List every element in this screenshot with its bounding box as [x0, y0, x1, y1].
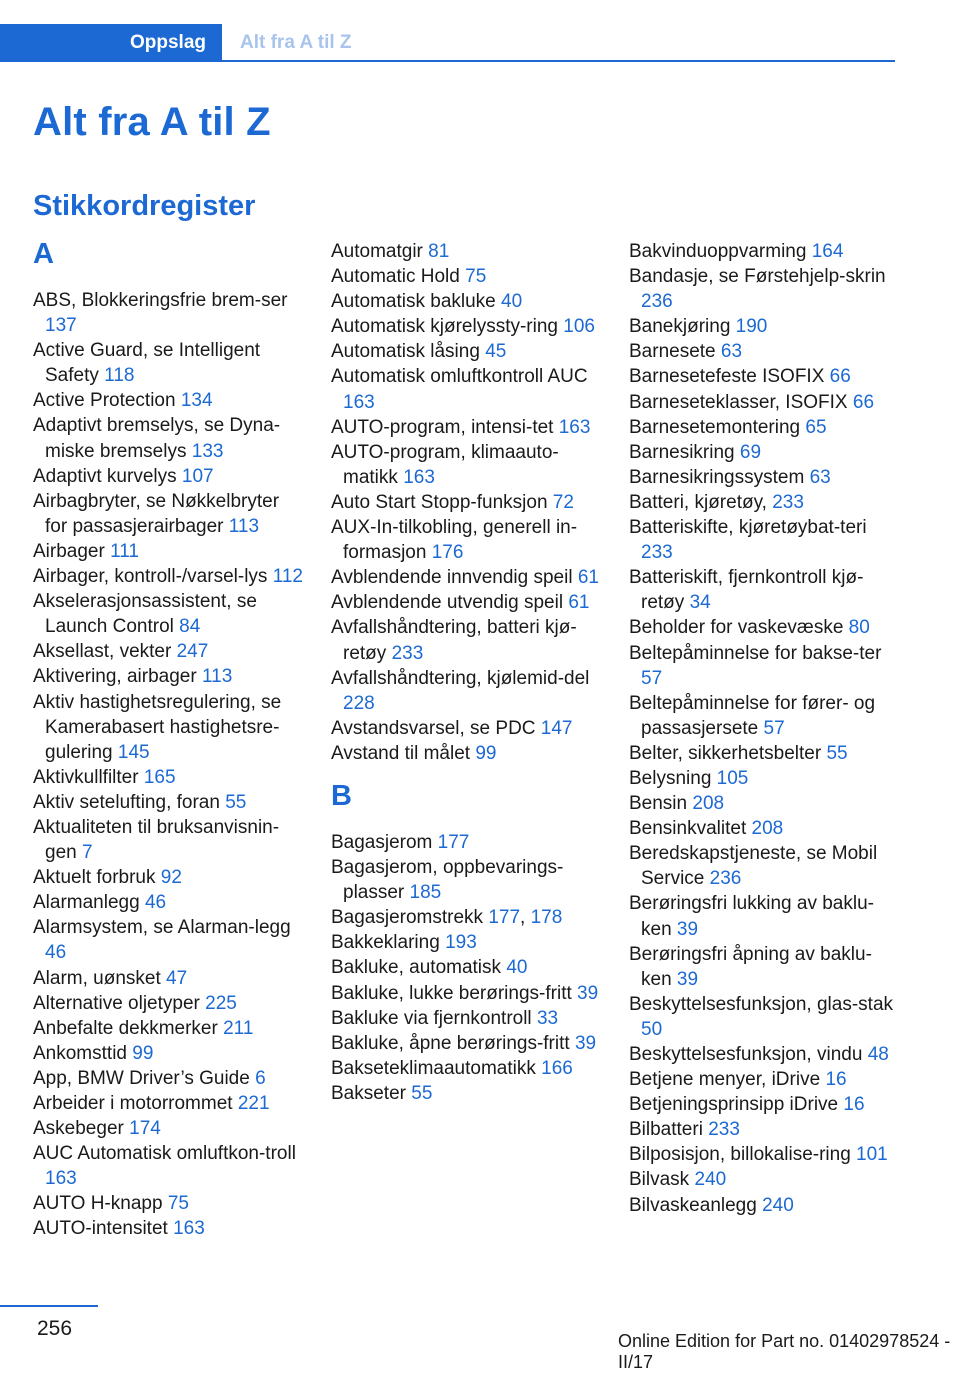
- page-link[interactable]: 39: [676, 968, 699, 990]
- index-entry: [331, 289, 601, 314]
- index-entry-term: Alarmanlegg: [33, 892, 140, 914]
- page-link[interactable]: 84: [179, 616, 201, 638]
- index-entry-term: Betjene menyer, iDrive: [629, 1069, 821, 1091]
- index-entry-term: Bagasjerom, oppbevarings-plasser: [331, 857, 564, 904]
- page-link[interactable]: 163: [558, 416, 591, 438]
- index-entry: [629, 766, 899, 791]
- page-link[interactable]: 40: [501, 291, 523, 313]
- page-link[interactable]: 233: [641, 542, 673, 564]
- index-entry: [331, 855, 601, 905]
- index-column-2: [331, 239, 601, 1106]
- index-entry-term: Barnesikringssystem: [629, 466, 805, 488]
- page-link[interactable]: 63: [809, 466, 831, 488]
- index-entry: [331, 364, 601, 414]
- page-link[interactable]: 61: [577, 567, 599, 589]
- index-entry-term: AUTO-program, intensi-tet: [331, 416, 554, 438]
- index-entry-term: Bakluke via fjernkontroll: [331, 1007, 532, 1029]
- index-entry-term: Aktiv setelufting, foran: [33, 791, 220, 813]
- index-entry-term: Automatic Hold: [331, 266, 460, 288]
- index-entry: [331, 930, 601, 955]
- page-link[interactable]: 228: [343, 692, 375, 714]
- index-entry-term: Bilbatteri: [629, 1119, 703, 1141]
- tab-alt-fra-a-til-z[interactable]: Alt fra A til Z: [240, 32, 352, 53]
- page-link[interactable]: 46: [144, 892, 167, 914]
- page-link[interactable]: 111: [110, 540, 139, 562]
- index-entry-term: Avfallshåndtering, batteri kjø-retøy: [331, 617, 577, 664]
- index-entry: [331, 1081, 601, 1106]
- page-link[interactable]: 233: [708, 1119, 740, 1141]
- index-entry: [33, 388, 303, 413]
- index-entry-term: Beltepåminnelse for bakse-ter: [629, 642, 882, 664]
- header-divider: [0, 60, 895, 62]
- index-entry: [33, 338, 303, 388]
- index-entry-term: AUTO-intensitet: [33, 1218, 168, 1240]
- page-link[interactable]: 81: [428, 241, 450, 262]
- index-entry-term: AUTO H-knapp: [33, 1193, 163, 1215]
- footer-divider: [0, 1305, 98, 1307]
- index-entry: [629, 641, 899, 691]
- page-link[interactable]: 39: [676, 918, 699, 940]
- index-entry: [33, 815, 303, 865]
- index-entry-term: Bakkeklaring: [331, 932, 440, 954]
- page-link[interactable]: 33: [536, 1007, 559, 1029]
- index-entry-term: Bensinkvalitet: [629, 818, 747, 840]
- page-link[interactable]: 61: [568, 592, 590, 614]
- index-entry-term: Aktualiteten til bruksanvisnin-gen: [33, 816, 280, 864]
- index-entry: [33, 288, 303, 338]
- index-entry: [33, 1116, 303, 1141]
- page-link[interactable]: 46: [45, 942, 67, 964]
- index-entry: [629, 390, 899, 415]
- index-entry: [33, 1016, 303, 1041]
- index-entry: [629, 691, 899, 741]
- index-entry-term: Adaptivt kurvelys: [33, 465, 177, 487]
- page-link[interactable]: 47: [166, 967, 188, 989]
- index-entry: [331, 981, 601, 1006]
- index-entry-term: Betjeningsprinsipp iDrive: [629, 1094, 839, 1116]
- index-entry: [33, 1216, 303, 1241]
- index-entry: [629, 1142, 899, 1167]
- page-title: Alt fra A til Z: [33, 100, 271, 144]
- page-link[interactable]: 178: [530, 907, 563, 929]
- index-entry-term: Barnesetemontering: [629, 416, 801, 438]
- index-entry-term: Ankomsttid: [33, 1042, 127, 1064]
- index-column-1: [33, 239, 303, 1242]
- page-link[interactable]: 221: [237, 1093, 270, 1114]
- page-link[interactable]: 193: [445, 932, 477, 954]
- index-entry-term: Beskyttelsesfunksjon, vindu: [629, 1044, 863, 1065]
- index-entry-term: Bagasjerom: [331, 831, 433, 853]
- index-entry-term: Bakvinduoppvarming: [629, 241, 807, 262]
- index-entry-term: Batteri, kjøretøy,: [629, 491, 767, 513]
- page-link[interactable]: 174: [129, 1118, 161, 1140]
- page-link[interactable]: 69: [739, 441, 762, 463]
- index-entry: [629, 1042, 899, 1067]
- index-entry: [331, 741, 601, 766]
- index-entry-term: Bandasje, se Førstehjelp-skrin: [629, 266, 886, 288]
- index-entry: [331, 565, 601, 590]
- index-entry: [629, 339, 899, 364]
- index-entry: [331, 264, 601, 289]
- index-entry: [331, 515, 601, 565]
- index-entry-term: App, BMW Driver’s Guide: [33, 1067, 250, 1089]
- index-entry: [331, 1006, 601, 1031]
- index-entry: [33, 865, 303, 890]
- index-entry-term: Akselerasjonsassistent, se Launch Control: [33, 591, 257, 638]
- page-link[interactable]: 133: [191, 440, 224, 462]
- index-entry-term: Aktiv hastighetsregulering, se Kamerabasert hastighetsre-gulering: [33, 691, 282, 763]
- index-entry-term: Active Protection: [33, 390, 176, 412]
- page-link[interactable]: 163: [343, 391, 375, 413]
- page-number: 256: [37, 1317, 73, 1340]
- page-link[interactable]: 6: [255, 1067, 266, 1089]
- index-entry-term: Bakluke, lukke berørings-fritt: [331, 982, 572, 1004]
- index-entry-term: Bakseteklimaautomatikk: [331, 1057, 536, 1079]
- index-entry-term: Barnesetefeste ISOFIX: [629, 366, 825, 388]
- tab-oppslag[interactable]: Oppslag: [0, 24, 222, 61]
- index-entry: [331, 1031, 601, 1056]
- page-link[interactable]: 63: [720, 341, 743, 363]
- index-entry: [629, 565, 899, 615]
- index-entry-term: Automatisk omluftkontroll AUC: [331, 366, 588, 388]
- page-link[interactable]: 101: [856, 1144, 888, 1166]
- page-link[interactable]: 177: [437, 831, 470, 853]
- index-entry-term: Automatgir: [331, 241, 423, 262]
- index-entry: [33, 564, 303, 589]
- index-entry-term: Alarm, uønsket: [33, 967, 161, 989]
- page-link[interactable]: 7: [81, 842, 93, 864]
- page-link[interactable]: 163: [173, 1218, 205, 1240]
- index-entry: [629, 440, 899, 465]
- page-link[interactable]: 233: [391, 642, 424, 664]
- index-entry-term: Avblendende utvendig speil: [331, 592, 564, 614]
- page-link[interactable]: 166: [541, 1057, 573, 1079]
- index-entry-term: Anbefalte dekkmerker: [33, 1017, 218, 1039]
- index-entry-term: Adaptivt bremselys, se Dyna-miske bremselys: [33, 415, 281, 462]
- index-entry: [33, 639, 303, 664]
- index-entry-term: AUX-In-tilkobling, generell in-formasjon: [331, 517, 578, 564]
- page-link[interactable]: 177: [488, 907, 521, 929]
- index-entry-term: Berøringsfri lukking av baklu-ken: [629, 893, 874, 940]
- index-entry-term: Beholder for vaskevæske: [629, 617, 844, 639]
- index-entry-term: Airbager, kontroll-/varsel-lys: [33, 566, 268, 588]
- index-entry: [629, 942, 899, 992]
- index-entry: [33, 915, 303, 965]
- index-entry: [629, 741, 899, 766]
- page-link[interactable]: 16: [843, 1094, 865, 1116]
- page-link[interactable]: 240: [694, 1169, 727, 1191]
- index-entry-term: Batteriskifte, kjøretøybat-teri: [629, 517, 867, 539]
- index-entry-term: Alternative oljetyper: [33, 992, 200, 1014]
- index-entry-term: Bakluke, åpne berørings-fritt: [331, 1032, 570, 1054]
- page-link[interactable]: 45: [485, 341, 507, 363]
- index-entry-term: Avfallshåndtering, kjølemid-del: [331, 667, 590, 689]
- index-entry-term: Belysning: [629, 767, 712, 789]
- page-link[interactable]: 190: [735, 316, 768, 338]
- index-entry: [331, 415, 601, 440]
- index-entry-term: Avblendende innvendig speil: [331, 567, 573, 589]
- page-link[interactable]: 163: [403, 466, 435, 488]
- index-entry: [33, 1066, 303, 1091]
- index-column-3: [629, 239, 899, 1218]
- index-entry: [33, 690, 303, 765]
- index-entry-term: Airbagbryter, se Nøkkelbryter for passasjerairbager: [33, 490, 280, 537]
- index-entry: [629, 314, 899, 339]
- index-entry-term: Aktivering, airbager: [33, 666, 197, 688]
- page-link[interactable]: 72: [552, 491, 574, 513]
- index-entry-term: Aksellast, vekter: [33, 641, 172, 663]
- index-entry-term: Bilvask: [629, 1169, 690, 1191]
- index-entry: [629, 816, 899, 841]
- index-entry-term: Aktivkullfilter: [33, 766, 139, 788]
- page-link[interactable]: 236: [709, 868, 742, 890]
- page-link[interactable]: 185: [409, 882, 442, 904]
- index-entry: [33, 589, 303, 639]
- page-link[interactable]: 118: [104, 365, 135, 387]
- page-subtitle: Stikkordregister: [33, 190, 256, 222]
- index-entry-term: Berøringsfri åpning av baklu-ken: [629, 943, 872, 990]
- page-link[interactable]: 57: [763, 717, 785, 739]
- page-link[interactable]: 105: [716, 767, 749, 789]
- index-entry-term: Barnesete: [629, 341, 716, 363]
- page-link[interactable]: 240: [762, 1194, 794, 1216]
- page-link[interactable]: 208: [751, 818, 784, 840]
- index-entry: [629, 465, 899, 490]
- index-entry: [331, 339, 601, 364]
- index-entry: [629, 490, 899, 515]
- page-link[interactable]: 80: [848, 617, 870, 639]
- index-entry-term: Automatisk kjørelyssty-ring: [331, 316, 558, 338]
- index-entry-term: ABS, Blokkeringsfrie brem-ser: [33, 290, 288, 311]
- index-entry-term: Bilposisjon, billokalise-ring: [629, 1144, 851, 1166]
- page-link[interactable]: 233: [772, 491, 804, 513]
- index-entry: [33, 890, 303, 915]
- index-entry: [629, 891, 899, 941]
- index-entry: [331, 490, 601, 515]
- index-entry: [331, 590, 601, 615]
- index-entry: [629, 992, 899, 1042]
- index-entry: [33, 765, 303, 790]
- page-link[interactable]: 57: [641, 667, 663, 689]
- section-letter: B: [331, 779, 352, 812]
- index-entry: [629, 1167, 899, 1192]
- index-entry: [33, 966, 303, 991]
- index-entry: [331, 239, 601, 264]
- page-link[interactable]: 75: [465, 266, 487, 288]
- index-entry-term: Batteriskift, fjernkontroll kjø-retøy: [629, 567, 864, 614]
- index-entry-term: Bensin: [629, 793, 688, 815]
- index-entry: [33, 489, 303, 539]
- index-entry: [629, 239, 899, 264]
- index-entry-term: Airbager: [33, 540, 105, 562]
- edition-note: Online Edition for Part no. 01402978524 - II/17: [618, 1331, 951, 1372]
- page-link[interactable]: 163: [45, 1168, 77, 1190]
- index-entry: [629, 1092, 899, 1117]
- index-entry-term: Automatisk bakluke: [331, 291, 496, 313]
- index-entry-term: Automatisk låsing: [331, 341, 480, 363]
- index-entry: [33, 1141, 303, 1191]
- index-entry: Bagasjeromstrekk 177, 178: [331, 907, 563, 929]
- index-entry: [331, 1056, 601, 1081]
- page-link[interactable]: 92: [160, 867, 182, 889]
- page-link[interactable]: 137: [45, 315, 77, 337]
- index-entry-term: Beredskapstjeneste, se Mobil Service: [629, 843, 878, 890]
- index-entry-term: Bilvaskeanlegg: [629, 1194, 757, 1216]
- page-link[interactable]: 66: [829, 366, 851, 388]
- index-entry: [629, 364, 899, 389]
- section-letter: A: [33, 238, 54, 270]
- index-entry: [33, 413, 303, 463]
- index-entry-term: Bakluke, automatisk: [331, 957, 502, 979]
- index-entry-term: Barnesikring: [629, 441, 735, 463]
- index-entry: [33, 790, 303, 815]
- index-entry: [33, 539, 303, 564]
- index-entry: [629, 1067, 899, 1092]
- page-link[interactable]: 55: [411, 1082, 433, 1104]
- index-entry-term: Beskyttelsesfunksjon, glas-stak: [629, 993, 894, 1015]
- index-entry: [629, 264, 899, 314]
- page-link[interactable]: 211: [223, 1017, 254, 1039]
- index-entry-term: Barneseteklasser, ISOFIX: [629, 391, 848, 413]
- page-link[interactable]: 106: [563, 316, 595, 338]
- page-link[interactable]: 113: [201, 666, 233, 688]
- page-link[interactable]: 208: [692, 793, 725, 815]
- index-entry-term: AUTO-program, klimaauto-matikk: [331, 441, 559, 488]
- index-entry-term: Avstandsvarsel, se PDC: [331, 717, 536, 739]
- index-entry: [33, 991, 303, 1016]
- page-link[interactable]: 66: [852, 391, 875, 413]
- page-link[interactable]: 112: [272, 566, 303, 588]
- index-entry: [331, 314, 601, 339]
- index-entry: [629, 515, 899, 565]
- page-link[interactable]: 164: [811, 241, 844, 262]
- index-entry: [33, 1091, 303, 1116]
- index-entry-term: Beltepåminnelse for fører- og passasjersete: [629, 692, 876, 739]
- index-entry-term: AUC Automatisk omluftkon-troll: [33, 1143, 296, 1165]
- index-entry: [629, 791, 899, 816]
- page-link[interactable]: 165: [143, 766, 176, 788]
- page-link[interactable]: 145: [117, 741, 150, 763]
- index-entry: [33, 464, 303, 489]
- page-link[interactable]: 55: [826, 742, 848, 764]
- page-link[interactable]: 65: [805, 416, 827, 438]
- index-entry: [331, 830, 601, 855]
- page-link[interactable]: 40: [506, 957, 528, 979]
- page-link[interactable]: 147: [540, 717, 573, 739]
- index-entry-term: Belter, sikkerhetsbelter: [629, 742, 822, 764]
- page-link[interactable]: 113: [228, 515, 260, 537]
- index-entry: [331, 716, 601, 741]
- index-entry-term: Bakseter: [331, 1082, 406, 1104]
- index-entry-term: Bagasjeromstrekk: [331, 907, 484, 929]
- index-entry: [629, 841, 899, 891]
- page-link[interactable]: 48: [867, 1044, 889, 1065]
- index-entry-term: Arbeider i motorrommet: [33, 1093, 233, 1114]
- index-entry: [629, 615, 899, 640]
- page-link[interactable]: 247: [176, 641, 209, 663]
- index-entry-term: Aktuelt forbruk: [33, 867, 156, 889]
- index-entry: [33, 664, 303, 689]
- index-entry-term: Askebeger: [33, 1118, 124, 1140]
- index-entry: [629, 1193, 899, 1218]
- index-entry: [331, 615, 601, 665]
- index-entry: [629, 415, 899, 440]
- index-entry: [331, 666, 601, 716]
- index-entry-term: Avstand til målet: [331, 742, 471, 764]
- page-link[interactable]: 75: [167, 1193, 189, 1215]
- index-entry-term: Alarmsystem, se Alarman-legg: [33, 917, 291, 939]
- index-entry-term: Auto Start Stopp-funksjon: [331, 491, 548, 513]
- page-link[interactable]: 16: [825, 1069, 847, 1091]
- index-entry: [331, 955, 601, 980]
- page-link[interactable]: 236: [641, 291, 673, 313]
- index-entry: [33, 1041, 303, 1066]
- page-link[interactable]: 99: [132, 1042, 154, 1064]
- page-link[interactable]: 134: [180, 390, 213, 412]
- header-bar: [0, 0, 960, 62]
- page-link[interactable]: 107: [181, 465, 214, 487]
- page-link[interactable]: 99: [475, 742, 497, 764]
- page-link[interactable]: 225: [205, 992, 237, 1014]
- index-entry-term: Banekjøring: [629, 316, 731, 338]
- page-link[interactable]: 50: [641, 1018, 663, 1040]
- index-entry: [331, 440, 601, 490]
- index-entry-term: Active Guard, se Intelligent Safety: [33, 340, 261, 387]
- page-link[interactable]: 39: [577, 982, 599, 1004]
- page-link[interactable]: 176: [431, 542, 464, 564]
- page-link[interactable]: 34: [689, 592, 711, 614]
- index-entry: [33, 1191, 303, 1216]
- page-link[interactable]: 55: [225, 791, 247, 813]
- page-link[interactable]: 39: [574, 1032, 597, 1054]
- index-entry: [629, 1117, 899, 1142]
